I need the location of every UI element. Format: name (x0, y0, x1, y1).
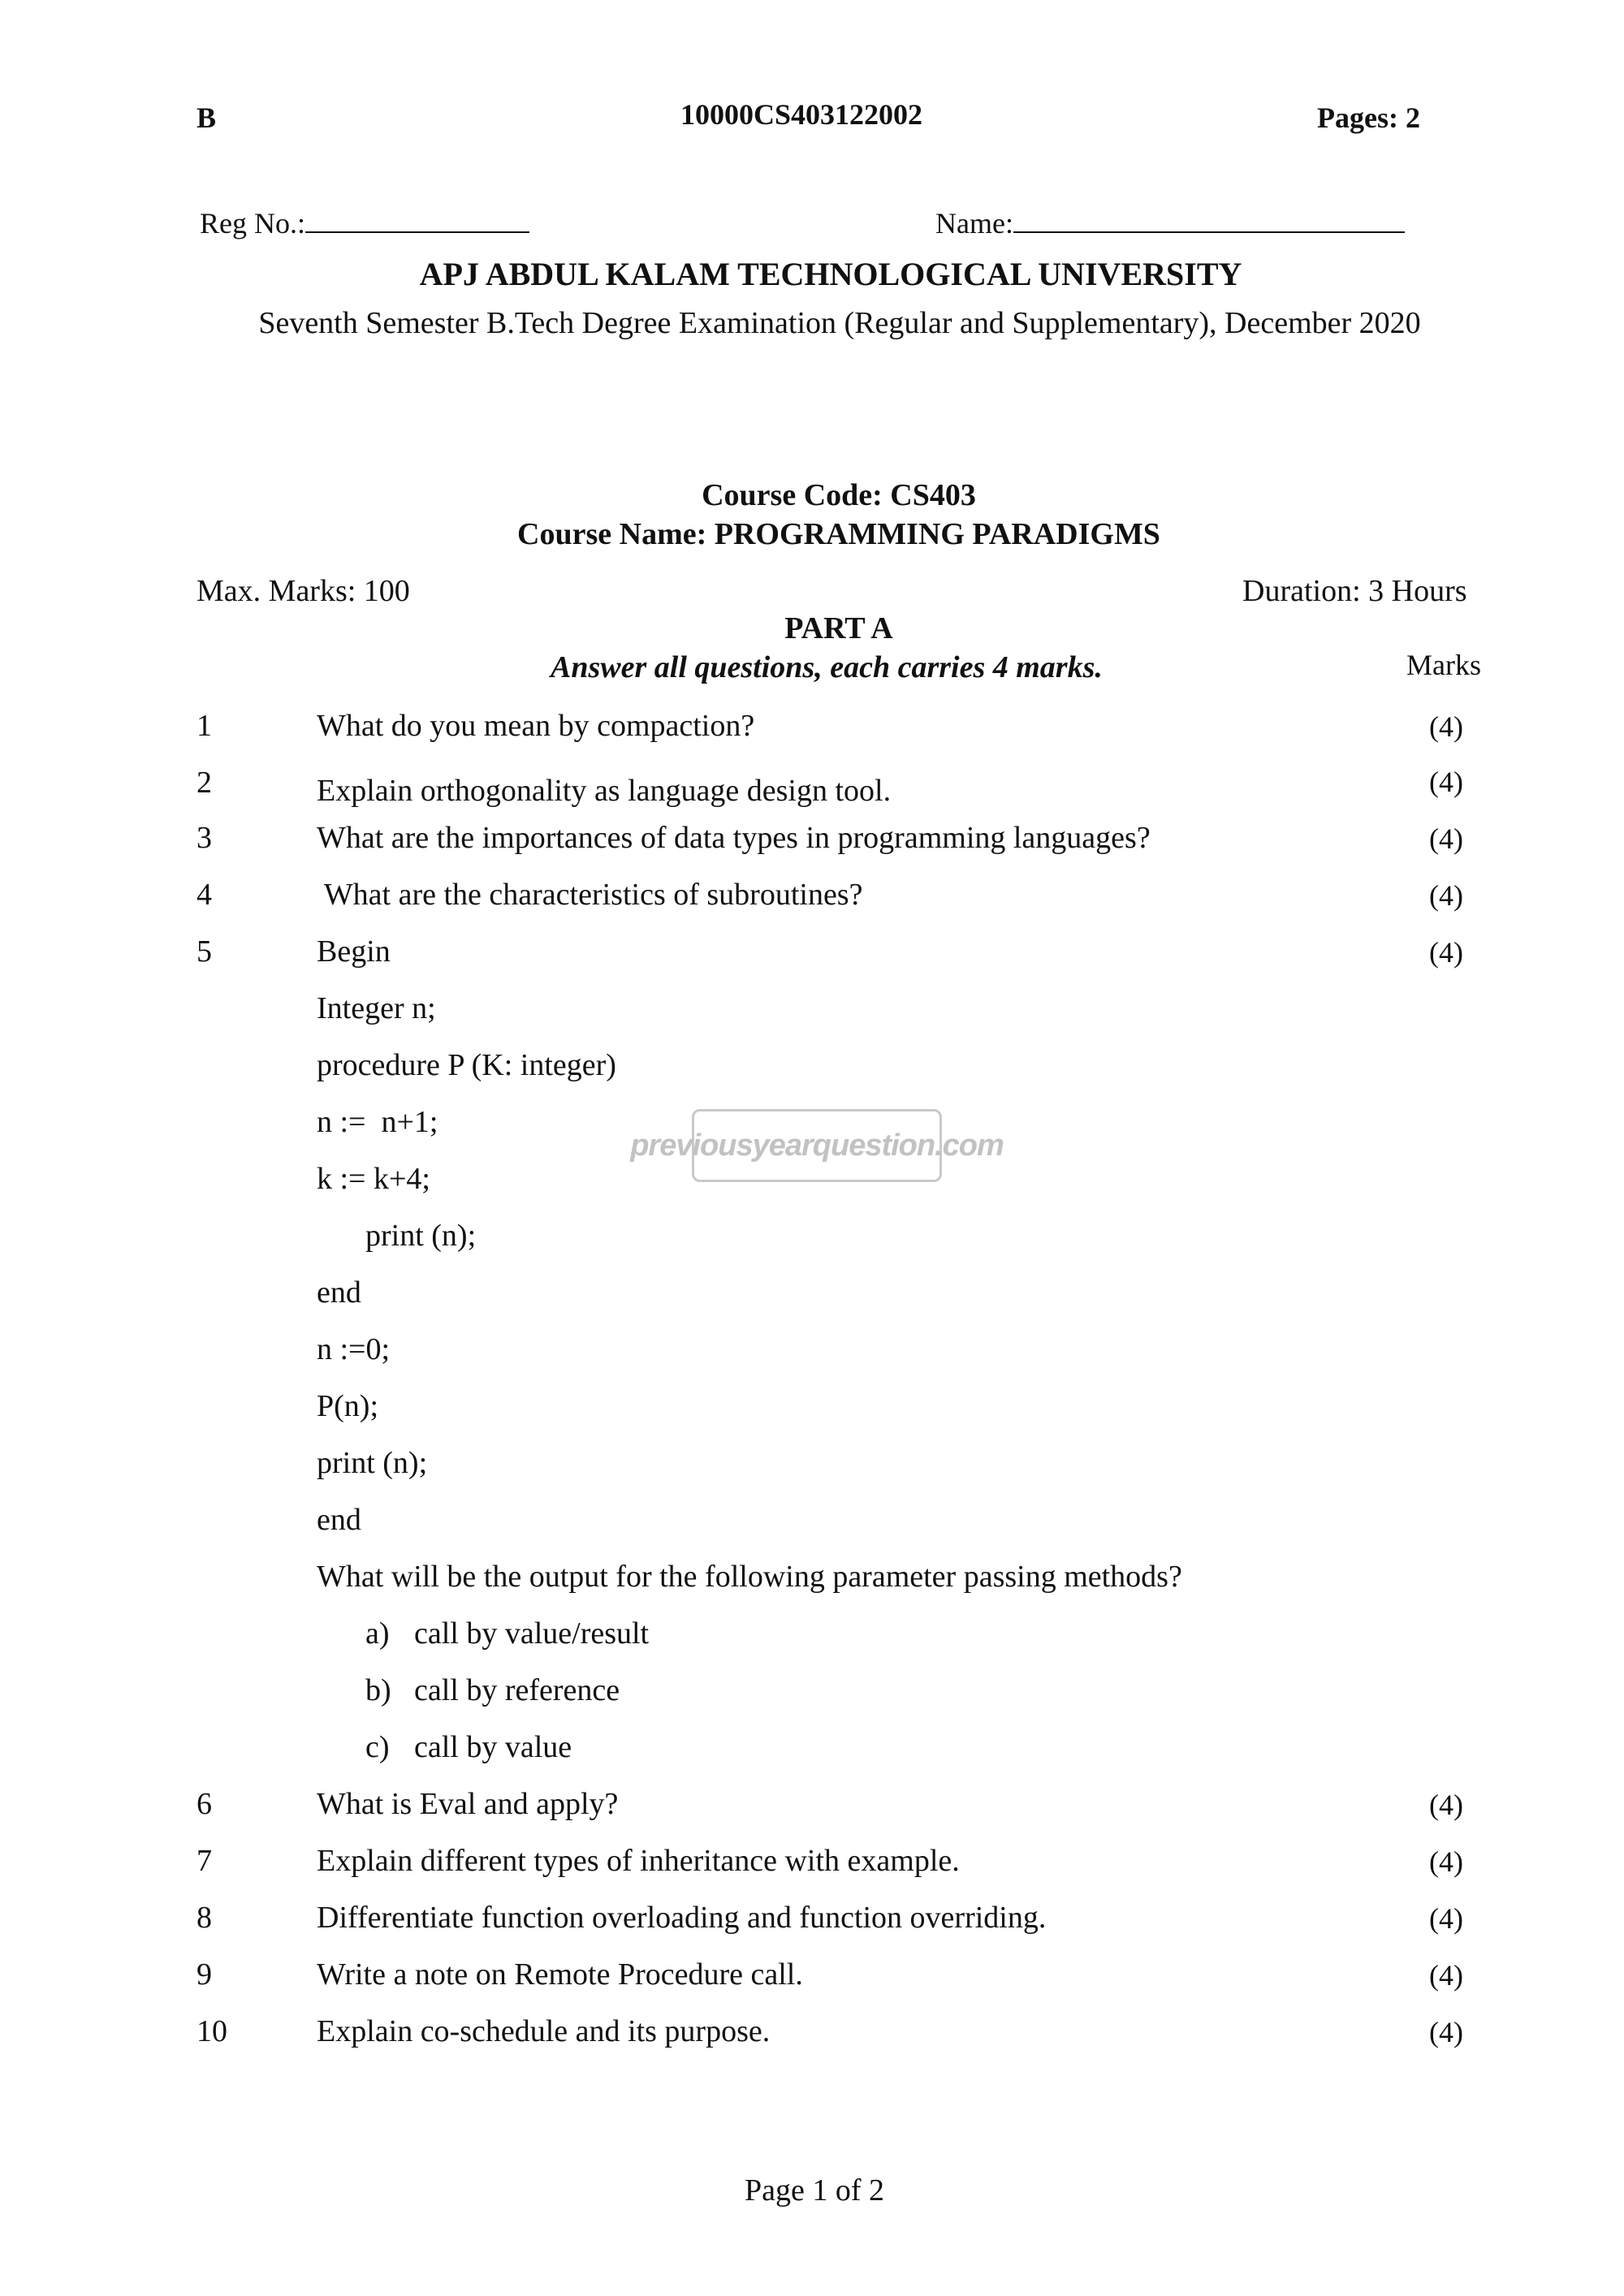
question-text: Explain different types of inheritance with example. (317, 1844, 960, 1878)
question-number: 4 (197, 878, 212, 912)
question-number: 6 (197, 1787, 212, 1821)
course-name: Course Name: PROGRAMMING PARADIGMS (517, 517, 1160, 551)
option-text: call by reference (414, 1673, 620, 1707)
part-a-title: PART A (784, 611, 893, 645)
name-line (1013, 207, 1405, 233)
set-label: B (197, 101, 217, 134)
q5-prompt: What will be the output for the following parameter passing methods? (317, 1560, 1182, 1594)
question-number: 1 (197, 709, 212, 743)
code-line: procedure P (K: integer) (317, 1048, 616, 1082)
question-number: 8 (197, 1901, 212, 1935)
option-text: call by value/result (414, 1616, 650, 1651)
question-text: Explain co-schedule and its purpose. (317, 2014, 771, 2048)
code-line: P(n); (317, 1389, 378, 1423)
question-text: What do you mean by compaction? (317, 709, 755, 743)
question-marks: (4) (1429, 1789, 1463, 1821)
question-text: Write a note on Remote Procedure call. (317, 1957, 803, 1992)
code-line: end (317, 1275, 361, 1310)
question-number: 10 (197, 2014, 227, 2048)
question-marks: (4) (1429, 1959, 1463, 1992)
university-name: APJ ABDUL KALAM TECHNOLOGICAL UNIVERSITY (419, 256, 1242, 292)
question-number: 2 (197, 766, 212, 800)
duration: Duration: 3 Hours (1242, 574, 1467, 608)
page-count: Pages: 2 (1317, 101, 1420, 134)
question-marks: (4) (1429, 936, 1463, 969)
question-marks: (4) (1429, 710, 1463, 743)
question-number: 3 (197, 821, 212, 855)
question-marks: (4) (1429, 766, 1463, 798)
code-line: n := n+1; (317, 1105, 438, 1139)
part-a-instruction: Answer all questions, each carries 4 marks. (551, 650, 1103, 684)
code-line: k := k+4; (317, 1162, 430, 1196)
question-marks: (4) (1429, 879, 1463, 912)
reg-no-field[interactable] (200, 206, 529, 240)
course-code: Course Code: CS403 (702, 478, 976, 512)
code-line: n :=0; (317, 1332, 391, 1366)
exam-title: Seventh Semester B.Tech Degree Examination (Regular and Supplementary), December 2020 (258, 306, 1421, 340)
question-text: Differentiate function overloading and function overriding. (317, 1901, 1047, 1935)
question-number: 9 (197, 1957, 212, 1992)
marks-header: Marks (1406, 649, 1481, 681)
question-number: 7 (197, 1844, 212, 1878)
name-field[interactable] (935, 206, 1405, 240)
question-text: Explain orthogonality as language design tool. (317, 774, 892, 808)
question-marks: (4) (1429, 2016, 1463, 2048)
watermark-text: previousyearquestion.com (630, 1128, 1004, 1163)
option-label: c) (365, 1730, 390, 1764)
question-marks: (4) (1429, 822, 1463, 855)
question-number: 5 (197, 934, 212, 969)
page-footer: Page 1 of 2 (744, 2173, 885, 2208)
question-text: What is Eval and apply? (317, 1787, 619, 1821)
watermark-badge (630, 1109, 1004, 1182)
code-line: Integer n; (317, 991, 436, 1025)
reg-no-label: Reg No.: (200, 207, 305, 240)
question-marks: (4) (1429, 1902, 1463, 1935)
question-text: Begin (317, 934, 391, 969)
code-line: end (317, 1503, 361, 1537)
name-label: Name: (935, 207, 1013, 240)
paper-code: 10000CS403122002 (680, 98, 923, 131)
question-marks: (4) (1429, 1845, 1463, 1878)
option-text: call by value (414, 1730, 572, 1764)
question-text: What are the characteristics of subroutines? (317, 878, 863, 912)
code-line: print (n); (365, 1219, 477, 1253)
option-label: a) (365, 1616, 390, 1651)
code-line: print (n); (317, 1446, 428, 1480)
reg-no-line (305, 207, 529, 233)
max-marks: Max. Marks: 100 (197, 574, 410, 608)
question-text: What are the importances of data types in programming languages? (317, 821, 1151, 855)
option-label: b) (365, 1673, 391, 1707)
